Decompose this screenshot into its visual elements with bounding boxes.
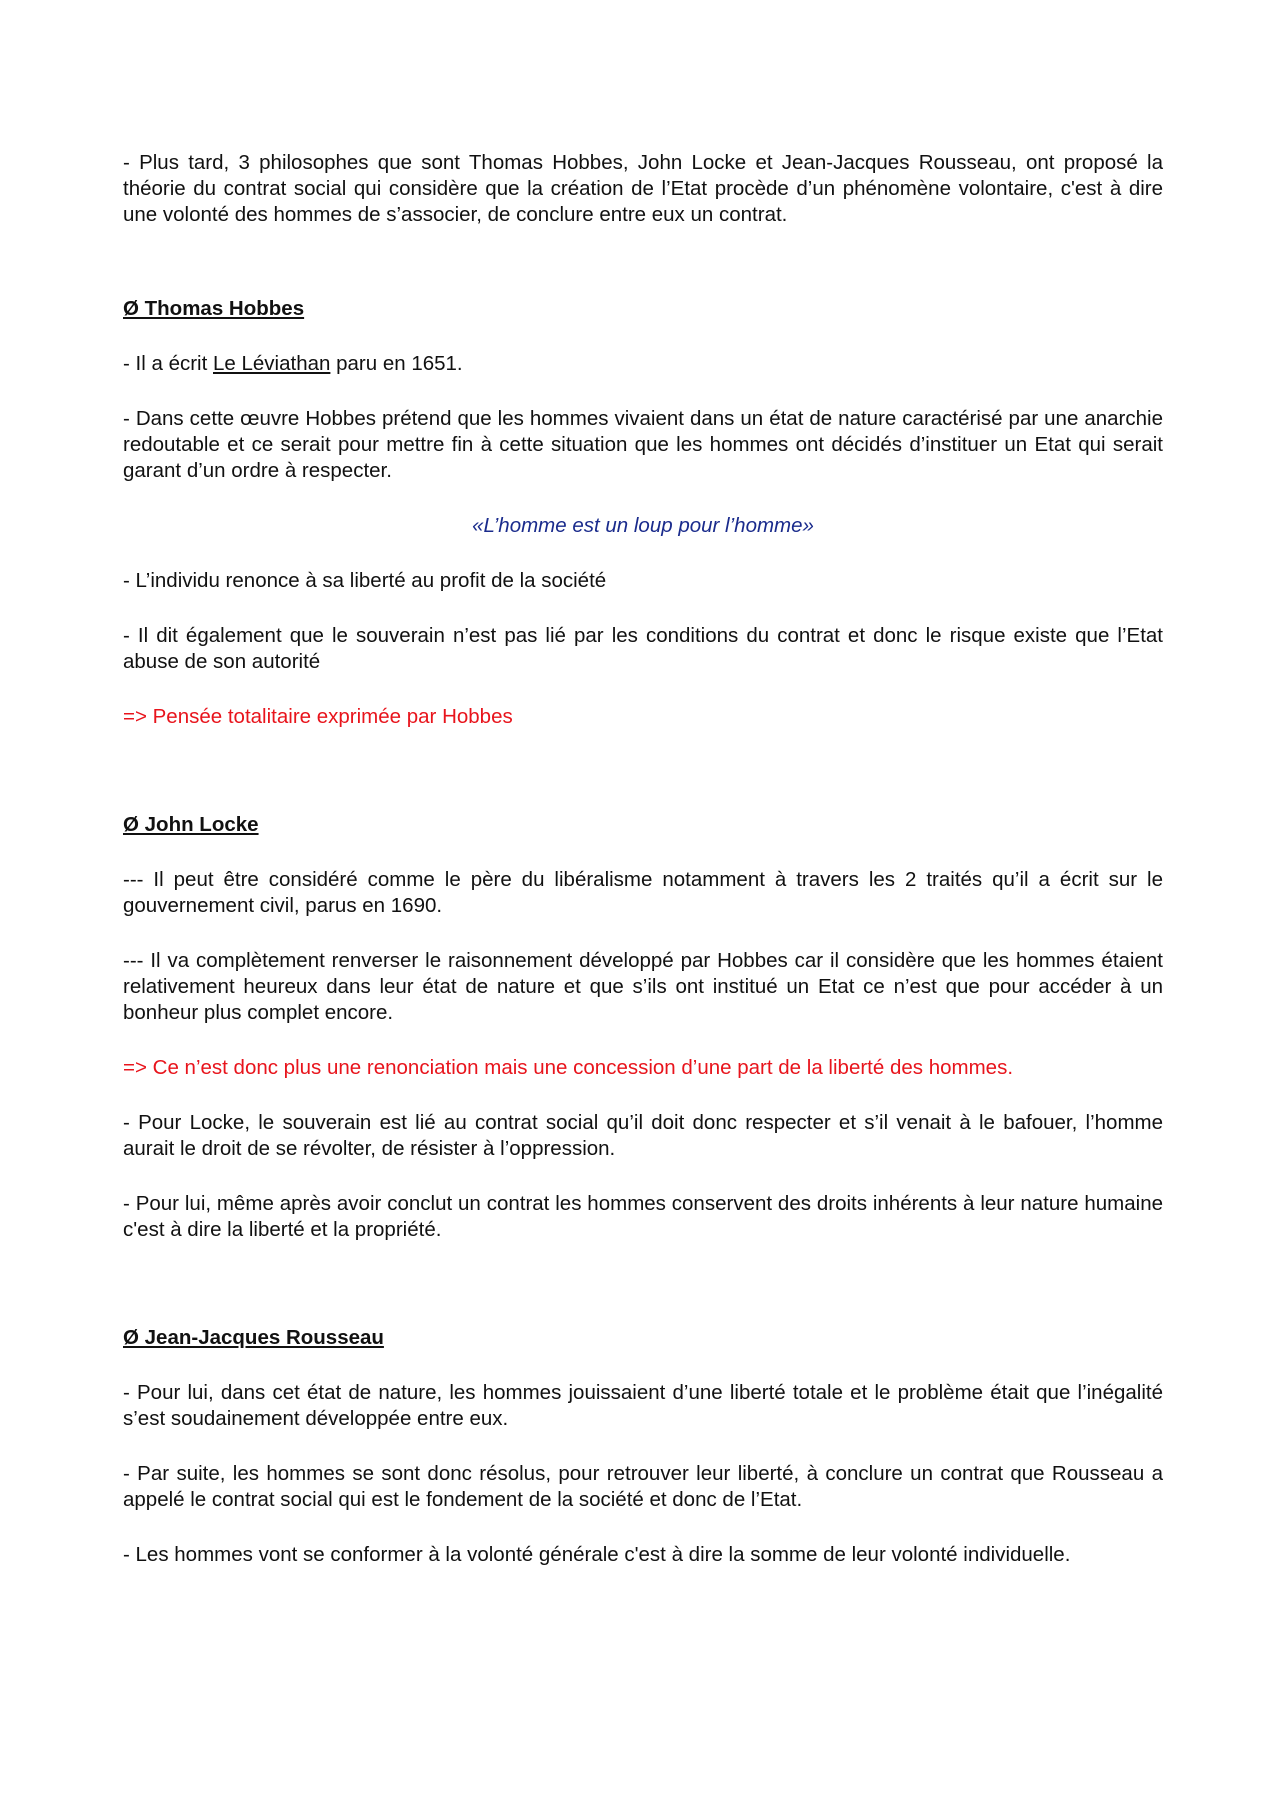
locke-droits-paragraph: - Pour lui, même après avoir conclut un contrat les hommes conservent des droits inhérents à leur nature humaine c'est à dire la liberté et la propriété. [123, 1192, 1163, 1241]
hobbes-quote: «L’homme est un loup pour l’homme» [472, 514, 814, 537]
hobbes-conclusion: => Pensée totalitaire exprimée par Hobbes [123, 705, 513, 728]
heading-thomas-hobbes: Ø Thomas Hobbes [123, 297, 305, 320]
rousseau-liberte-paragraph: - Pour lui, dans cet état de nature, les hommes jouissaient d’une liberté totale et le problème était que l’inégalité s’est soudainement développée entre eux. [123, 1381, 1163, 1430]
locke-souverain-paragraph: - Pour Locke, le souverain est lié au contrat social qu’il doit donc respecter et s’il venait à le bafouer, l’homme aurait le droit de se révolter, de résister à l’oppression. [123, 1111, 1163, 1160]
hobbes-nature-paragraph: - Dans cette œuvre Hobbes prétend que les hommes vivaient dans un état de nature caractérisé par une anarchie redoutable et ce serait pour mettre fin à cette situation que les hommes ont décidés d’instituer un Etat qui serait garant d’un ordre à respecter. [123, 407, 1163, 482]
hobbes-leviathan-paragraph [123, 351, 1163, 377]
rousseau-volonte-paragraph: - Les hommes vont se conformer à la volonté générale c'est à dire la somme de leur volonté individuelle. [123, 1543, 1071, 1566]
heading-jean-jacques-rousseau: Ø Jean-Jacques Rousseau [123, 1326, 384, 1349]
hobbes-souverain-paragraph: - Il dit également que le souverain n’est pas lié par les conditions du contrat et donc le risque existe que l’Etat abuse de son autorité [123, 624, 1163, 673]
hobbes-p1-suffix: paru en 1651. [330, 352, 463, 375]
leviathan-title: Le Léviathan [213, 352, 331, 375]
locke-liberalisme-paragraph: --- Il peut être considéré comme le père du libéralisme notamment à travers les 2 traités qu’il a écrit sur le gouvernement civil, parus en 1690. [123, 868, 1163, 917]
locke-conclusion: => Ce n’est donc plus une renonciation mais une concession d’une part de la liberté des hommes. [123, 1056, 1014, 1079]
locke-renverser-paragraph: --- Il va complètement renverser le raisonnement développé par Hobbes car il considère que les hommes étaient relativement heureux dans leur état de nature et que s’ils ont institué un Etat ce n’est que pour accéder à un bonheur plus complet encore. [123, 949, 1163, 1024]
rousseau-contrat-paragraph: - Par suite, les hommes se sont donc résolus, pour retrouver leur liberté, à conclure un contrat que Rousseau a appelé le contrat social qui est le fondement de la société et donc de l’Etat. [123, 1462, 1163, 1511]
document-page [123, 150, 1163, 1568]
hobbes-renonce-paragraph: - L’individu renonce à sa liberté au profit de la société [123, 569, 607, 592]
heading-john-locke: Ø John Locke [123, 813, 259, 836]
intro-paragraph: - Plus tard, 3 philosophes que sont Thomas Hobbes, John Locke et Jean-Jacques Rousseau, ont proposé la théorie du contrat social qui considère que la création de l’Etat procède d’un phénomène volontaire, c'est à dire une volonté des hommes de s’associer, de conclure entre eux un contrat. [123, 151, 1163, 226]
hobbes-p1-prefix: - Il a écrit [123, 352, 213, 375]
